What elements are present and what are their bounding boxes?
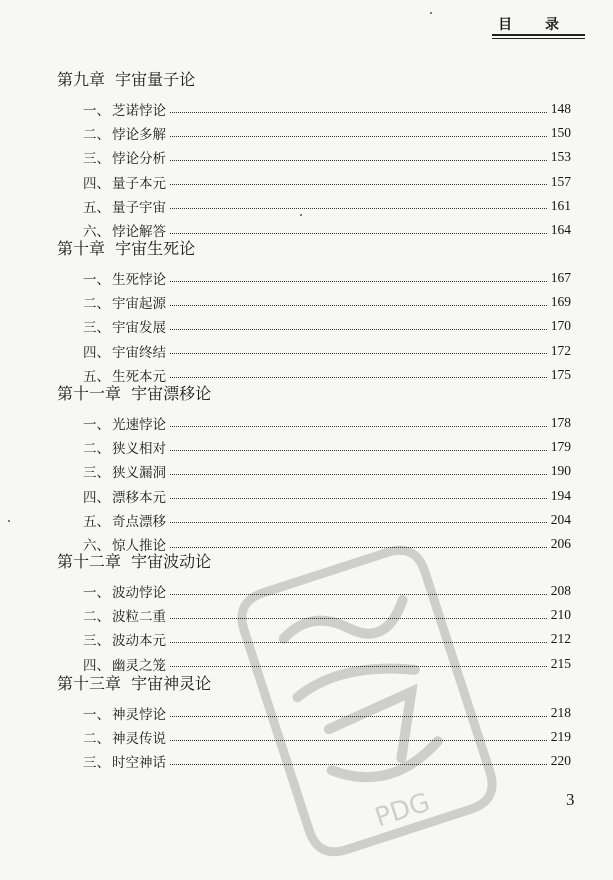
toc-entry[interactable] bbox=[83, 412, 571, 434]
dot-leader bbox=[170, 365, 547, 378]
entry-title: 奇点漂移 bbox=[112, 513, 166, 530]
entry-number: 二、 bbox=[83, 296, 110, 313]
entry-title: 幽灵之笼 bbox=[112, 657, 166, 674]
entry-page-number: 170 bbox=[550, 318, 571, 334]
toc-entry[interactable] bbox=[83, 340, 571, 362]
entry-title: 狭义相对 bbox=[112, 441, 166, 458]
chapter-heading: 第九章 宇宙量子论 bbox=[57, 70, 196, 89]
header-rule bbox=[492, 34, 585, 36]
toc-entry[interactable] bbox=[83, 267, 571, 289]
dot-leader bbox=[170, 124, 547, 137]
entry-number: 六、 bbox=[83, 224, 110, 240]
toc-entry[interactable] bbox=[83, 146, 571, 168]
entry-page-number: 219 bbox=[550, 729, 571, 745]
entry-title: 光速悖论 bbox=[112, 417, 166, 433]
entry-number: 五、 bbox=[83, 199, 110, 216]
dot-leader bbox=[170, 341, 547, 354]
entry-title: 悖论多解 bbox=[112, 127, 166, 144]
entry-page-number: 169 bbox=[550, 294, 571, 310]
entry-page-number: 153 bbox=[550, 149, 571, 165]
toc-entry[interactable] bbox=[83, 98, 571, 120]
entry-page-number: 206 bbox=[550, 536, 571, 551]
entry-page-number: 178 bbox=[550, 415, 571, 430]
toc-entry[interactable] bbox=[83, 460, 571, 482]
entry-page-number: 212 bbox=[550, 631, 571, 647]
entry-title: 宇宙终结 bbox=[112, 344, 166, 361]
toc-entry[interactable] bbox=[83, 122, 571, 144]
dot-leader bbox=[170, 414, 547, 427]
toc-entry[interactable] bbox=[83, 195, 571, 217]
dot-leader bbox=[170, 462, 547, 475]
dot-leader bbox=[170, 172, 547, 185]
dot-leader bbox=[170, 510, 547, 523]
entry-number: 三、 bbox=[83, 320, 110, 337]
entry-page-number: 150 bbox=[550, 125, 571, 141]
entry-number: 一、 bbox=[83, 707, 110, 723]
dot-leader bbox=[170, 438, 547, 451]
entry-title: 宇宙发展 bbox=[112, 320, 166, 337]
entry-number: 六、 bbox=[83, 538, 110, 554]
entry-number: 五、 bbox=[83, 368, 110, 385]
entry-page-number: 204 bbox=[550, 511, 571, 527]
toc-entry[interactable] bbox=[83, 509, 571, 531]
entry-number: 三、 bbox=[83, 633, 110, 650]
entry-title: 狭义漏洞 bbox=[112, 465, 166, 482]
dot-leader bbox=[170, 100, 547, 113]
dot-leader bbox=[170, 269, 547, 282]
entry-number: 一、 bbox=[83, 417, 110, 433]
toc-entry[interactable] bbox=[83, 171, 571, 193]
entry-title: 生死本元 bbox=[112, 368, 166, 385]
entry-title: 波动本元 bbox=[112, 633, 166, 650]
entry-title: 漂移本元 bbox=[112, 489, 166, 506]
entry-page-number: 194 bbox=[550, 487, 571, 503]
entry-number: 五、 bbox=[83, 513, 110, 530]
dot-leader bbox=[170, 196, 547, 209]
dot-leader bbox=[170, 535, 547, 548]
entry-page-number: 208 bbox=[550, 583, 571, 598]
entry-number: 一、 bbox=[83, 585, 110, 601]
chapter-heading: 第十三章 宇宙神灵论 bbox=[57, 674, 212, 693]
entry-title: 悖论分析 bbox=[112, 151, 166, 168]
entry-title: 波粒二重 bbox=[112, 609, 166, 626]
chapter-heading: 第十二章 宇宙波动论 bbox=[57, 552, 212, 571]
entry-number: 四、 bbox=[83, 657, 110, 674]
dot-leader bbox=[170, 317, 547, 330]
entry-title: 量子宇宙 bbox=[112, 199, 166, 216]
entry-title: 波动悖论 bbox=[112, 585, 166, 601]
toc-entry[interactable] bbox=[83, 436, 571, 458]
entry-number: 二、 bbox=[83, 127, 110, 144]
entry-page-number: 172 bbox=[550, 342, 571, 358]
dot-leader bbox=[170, 486, 547, 499]
entry-title: 芝诺悖论 bbox=[112, 103, 166, 119]
chapter-heading: 第十一章 宇宙漂移论 bbox=[57, 384, 212, 403]
entry-number: 二、 bbox=[83, 441, 110, 458]
entry-number: 三、 bbox=[83, 755, 110, 772]
entry-title: 悖论解答 bbox=[112, 224, 166, 240]
entry-page-number: 157 bbox=[550, 173, 571, 189]
entry-number: 二、 bbox=[83, 609, 110, 626]
entry-page-number: 215 bbox=[550, 655, 571, 671]
dot-leader bbox=[170, 148, 547, 161]
chapter-heading: 第十章 宇宙生死论 bbox=[57, 239, 196, 258]
entry-page-number: 161 bbox=[550, 197, 571, 213]
entry-number: 一、 bbox=[83, 272, 110, 288]
entry-page-number: 175 bbox=[550, 366, 571, 382]
entry-title: 生死悖论 bbox=[112, 272, 166, 288]
entry-number: 二、 bbox=[83, 731, 110, 748]
entry-page-number: 218 bbox=[550, 705, 571, 720]
scan-speck bbox=[430, 12, 432, 14]
entry-title: 量子本元 bbox=[112, 175, 166, 192]
page-number: 3 bbox=[566, 790, 575, 809]
entry-title: 宇宙起源 bbox=[112, 296, 166, 313]
entry-page-number: 164 bbox=[550, 222, 571, 237]
entry-title: 时空神话 bbox=[112, 755, 166, 772]
entry-page-number: 148 bbox=[550, 101, 571, 116]
header-title: 目 录 bbox=[498, 17, 573, 33]
entry-number: 四、 bbox=[83, 344, 110, 361]
entry-title: 惊人推论 bbox=[112, 538, 166, 554]
scan-speck bbox=[8, 520, 10, 522]
entry-number: 三、 bbox=[83, 465, 110, 482]
entry-page-number: 190 bbox=[550, 463, 571, 479]
entry-page-number: 210 bbox=[550, 607, 571, 623]
entry-title: 神灵悖论 bbox=[112, 707, 166, 723]
entry-page-number: 179 bbox=[550, 439, 571, 455]
dot-leader bbox=[170, 293, 547, 306]
entry-number: 四、 bbox=[83, 175, 110, 192]
dot-leader bbox=[170, 221, 547, 234]
watermark-text: PDG bbox=[371, 787, 434, 834]
entry-page-number: 167 bbox=[550, 270, 571, 285]
scan-speck bbox=[300, 214, 302, 216]
entry-number: 一、 bbox=[83, 103, 110, 119]
toc-entry[interactable] bbox=[83, 485, 571, 507]
entry-page-number: 220 bbox=[550, 753, 571, 769]
toc-entry[interactable] bbox=[83, 315, 571, 337]
entry-title: 神灵传说 bbox=[112, 731, 166, 748]
entry-number: 四、 bbox=[83, 489, 110, 506]
header-rule-thin bbox=[492, 38, 585, 39]
entry-number: 三、 bbox=[83, 151, 110, 168]
toc-entry[interactable] bbox=[83, 291, 571, 313]
